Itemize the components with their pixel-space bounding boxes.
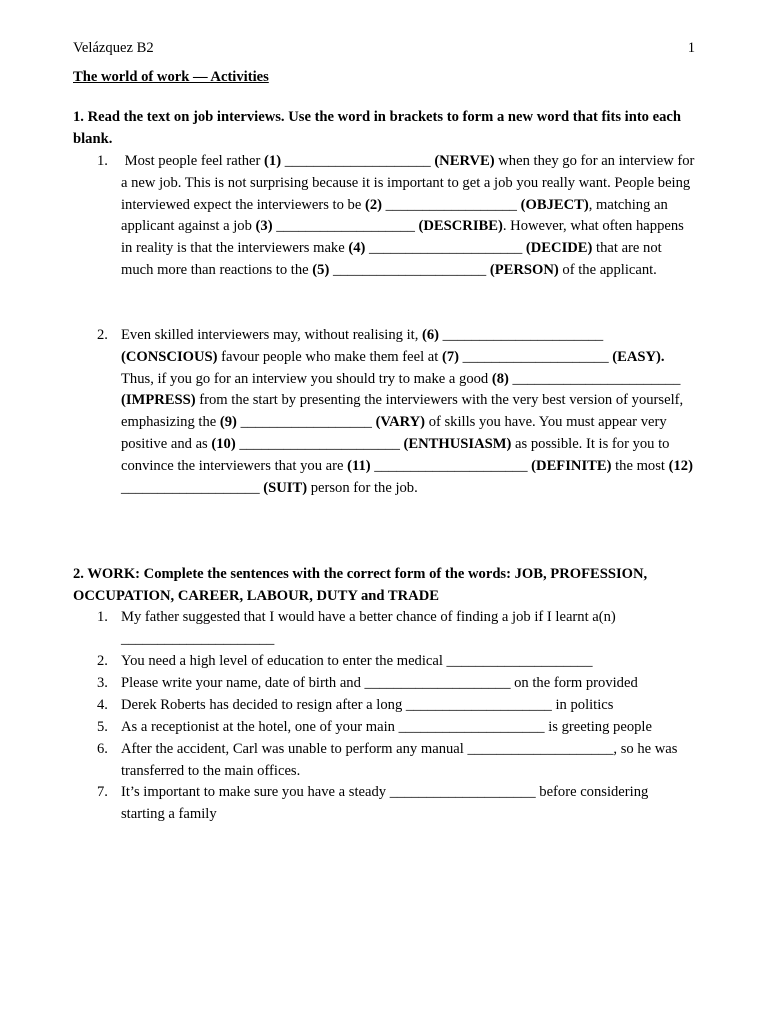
text-segment: Most people feel rather bbox=[121, 153, 265, 169]
page-title: The world of work — Activities bbox=[73, 69, 269, 85]
bold-segment: (VARY) bbox=[375, 414, 426, 431]
text-segment: ______________________ bbox=[235, 435, 404, 452]
item-text: It’s important to make sure you have a steady ____________________ before considering starting a family bbox=[121, 784, 649, 822]
bold-segment: (5) bbox=[312, 261, 330, 278]
bold-segment: (ENTHUSIASM) bbox=[403, 435, 512, 452]
text-segment: from the start by presenting the interviewers with the very best version of yourself, emphasizing the bbox=[121, 392, 684, 431]
section-2-heading: 2. WORK: Complete the sentences with the correct form of the words: JOB, PROFESSION, OCCUPATION, CAREER, LABOUR, DUTY and TRADE bbox=[73, 566, 648, 604]
section-1-heading: 1. Read the text on job interviews. Use the word in brackets to form a new word that fits into each blank. bbox=[73, 109, 681, 147]
bold-segment: (PERSON) bbox=[489, 261, 559, 278]
item-number: 6. bbox=[97, 741, 108, 757]
item-text: As a receptionist at the hotel, one of your main ____________________ is greeting people bbox=[121, 719, 652, 735]
text-segment: that are not much more than reactions to the bbox=[121, 240, 662, 278]
text-segment: ______________________ bbox=[439, 327, 604, 343]
item-number: 2. bbox=[97, 653, 108, 669]
item-number: 1. bbox=[97, 153, 108, 169]
bold-segment: (9) bbox=[219, 414, 237, 431]
item-text: Please write your name, date of birth and ____________________ on the form provided bbox=[121, 675, 638, 691]
bold-segment: (8) bbox=[491, 370, 509, 387]
text-segment: _______________________ bbox=[508, 370, 681, 387]
item-number: 2. bbox=[97, 327, 108, 343]
text-segment: as possible. It is for you to convince the interviewers that you are bbox=[121, 435, 670, 474]
bold-segment: (4) bbox=[348, 240, 366, 257]
text-segment: Thus, if you go for an interview you should try to make a good bbox=[121, 370, 492, 387]
text-segment: ____________________ bbox=[281, 153, 435, 169]
item-number: 5. bbox=[97, 719, 108, 735]
item-number: 3. bbox=[97, 675, 108, 691]
bold-segment: (DECIDE) bbox=[525, 240, 593, 257]
bold-segment: (2) bbox=[364, 196, 382, 213]
item-text: After the accident, Carl was unable to perform any manual ____________________, so he was transferred to the main offices. bbox=[121, 741, 678, 779]
item-text: You need a high level of education to enter the medical ____________________ bbox=[121, 653, 593, 669]
bold-segment: (1) bbox=[264, 153, 282, 169]
text-segment: Even skilled interviewers may, without realising it, bbox=[121, 327, 422, 343]
text-segment: of the applicant. bbox=[558, 261, 657, 278]
header-author: Velázquez B2 bbox=[73, 40, 154, 56]
text-segment: _____________________ bbox=[365, 240, 526, 257]
bold-segment: (12) bbox=[668, 457, 693, 474]
text-segment: __________________ bbox=[381, 196, 521, 213]
bold-segment: (11) bbox=[347, 457, 371, 474]
bold-segment: (7) bbox=[442, 348, 460, 365]
text-segment: ____________________ bbox=[459, 348, 613, 365]
text-segment: when they go for an interview for a new job. This is not surprising because it is important to get a job you really want. People being interviewed expect the interviewers to be bbox=[121, 153, 695, 213]
text-segment: of skills you have. You must appear very positive and as bbox=[121, 414, 667, 452]
item-number: 4. bbox=[97, 697, 108, 713]
bold-segment: (NERVE) bbox=[434, 153, 495, 169]
text-segment: _____________________ bbox=[329, 261, 490, 278]
bold-segment: (EASY). bbox=[612, 348, 665, 365]
text-segment: ___________________ bbox=[121, 479, 264, 496]
bold-segment: (DESCRIBE) bbox=[418, 218, 503, 235]
text-segment: . However, what often happens in reality is that the interviewers make bbox=[121, 218, 684, 257]
text-segment: , matching an applicant against a job bbox=[121, 196, 668, 235]
text-segment: person for the job. bbox=[307, 479, 418, 496]
text-segment: ___________________ bbox=[272, 218, 419, 235]
bold-segment: (OBJECT) bbox=[520, 196, 589, 213]
bold-segment: (CONSCIOUS) bbox=[121, 348, 218, 365]
item-number: 7. bbox=[97, 784, 108, 800]
page-header bbox=[73, 40, 695, 60]
bold-segment: (DEFINITE) bbox=[531, 457, 612, 474]
text-segment: favour people who make them feel at bbox=[217, 348, 442, 365]
page-number: 1 bbox=[687, 40, 695, 56]
text-segment: _____________________ bbox=[370, 457, 532, 474]
item-text: My father suggested that I would have a better chance of finding a job if I learnt a(n) _____________________ bbox=[121, 609, 616, 647]
bold-segment: (10) bbox=[211, 435, 236, 452]
bold-segment: (SUIT) bbox=[263, 479, 308, 496]
item-text bbox=[121, 325, 695, 499]
item-text: Derek Roberts has decided to resign after a long ____________________ in politics bbox=[121, 697, 614, 713]
item-number: 1. bbox=[97, 609, 108, 625]
text-segment: __________________ bbox=[236, 414, 376, 431]
text-segment: the most bbox=[611, 457, 669, 474]
item-text bbox=[121, 151, 695, 282]
bold-segment: (IMPRESS) bbox=[121, 392, 196, 409]
bold-segment: (6) bbox=[422, 327, 440, 343]
bold-segment: (3) bbox=[255, 218, 273, 235]
